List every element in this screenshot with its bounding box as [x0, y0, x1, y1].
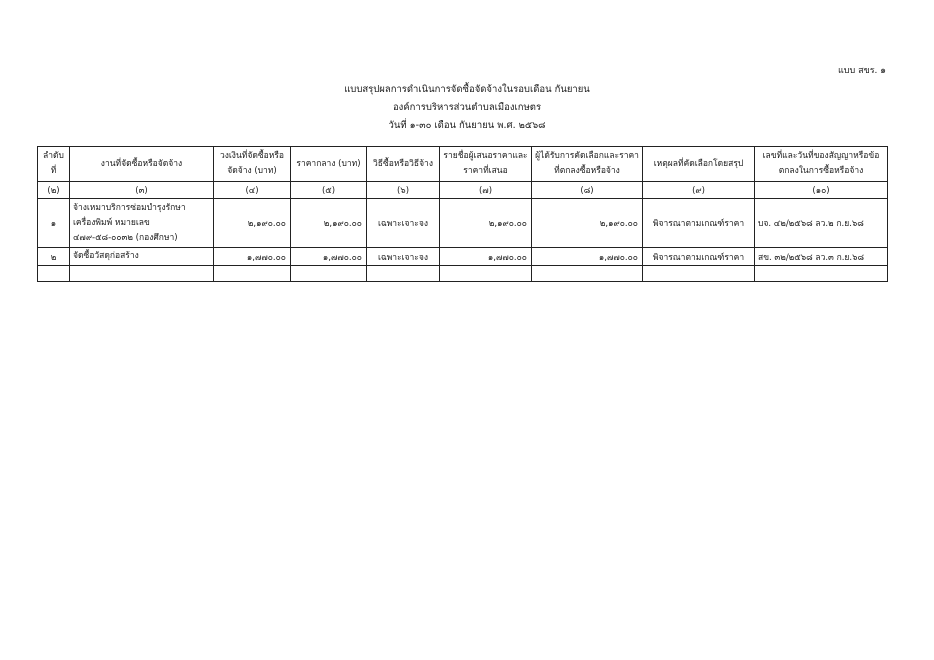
procurement-table: [37, 146, 888, 282]
empty-cell: [440, 266, 532, 282]
column-header: งานที่จัดซื้อหรือจัดจ้าง: [70, 147, 214, 182]
budget-amount: ๑,๗๗๐.๐๐: [214, 248, 291, 266]
item-line: เครื่องพิมพ์ หมายเลข: [73, 217, 150, 228]
empty-row: [38, 266, 888, 282]
item-line: ๔๗๙-๕๘-๐๐๓๒ (กองศึกษา): [73, 232, 178, 243]
document-title: แบบสรุปผลการดำเนินการจัดซื้อจัดจ้างในรอบเดือน กันยายน: [344, 84, 590, 95]
organization-name: องค์การบริหารส่วนตำบลเมืองเกษตร: [392, 102, 542, 113]
column-number: (๔): [214, 182, 291, 199]
column-number: (๗): [440, 182, 532, 199]
column-header: เลขที่และวันที่ของสัญญาหรือข้อตกลงในการซื้อหรือจ้าง: [755, 147, 888, 182]
column-header: ลำดับที่: [38, 147, 70, 182]
form-code: แบบ สขร. ๑: [837, 66, 886, 76]
column-header: ผู้ได้รับการคัดเลือกและราคาที่ตกลงซื้อหรือจ้าง: [532, 147, 643, 182]
column-number: (๕): [291, 182, 367, 199]
column-number-row: [38, 182, 888, 199]
column-header: วงเงินที่จัดซื้อหรือจัดจ้าง (บาท): [214, 147, 291, 182]
contract-reference: สข. ๓๒/๒๕๖๘ ลว.๓ ก.ย.๖๘: [755, 248, 888, 266]
bidder-price: ๑,๗๗๐.๐๐: [440, 248, 532, 266]
procurement-method: เฉพาะเจาะจง: [367, 248, 440, 266]
selected-price: ๒,๑๙๐.๐๐: [532, 199, 643, 248]
row-number: ๑: [38, 199, 70, 248]
median-price: ๒,๑๙๐.๐๐: [291, 199, 367, 248]
column-number: (๓): [70, 182, 214, 199]
selected-price: ๑,๗๗๐.๐๐: [532, 248, 643, 266]
item-description: [70, 199, 214, 248]
selection-reason: พิจารณาตามเกณฑ์ราคา: [643, 199, 755, 248]
empty-cell: [214, 266, 291, 282]
item-line: จัดซื้อวัสดุก่อสร้าง: [73, 251, 139, 261]
column-number: (๙): [643, 182, 755, 199]
median-price: ๑,๗๗๐.๐๐: [291, 248, 367, 266]
table-row: [38, 199, 888, 248]
column-number: (๘): [532, 182, 643, 199]
bidder-price: ๒,๑๙๐.๐๐: [440, 199, 532, 248]
column-header: รายชื่อผู้เสนอราคาและราคาที่เสนอ: [440, 147, 532, 182]
column-number: (๑๐): [755, 182, 888, 199]
selection-reason: พิจารณาตามเกณฑ์ราคา: [643, 248, 755, 266]
procurement-method: เฉพาะเจาะจง: [367, 199, 440, 248]
budget-amount: ๒,๑๙๐.๐๐: [214, 199, 291, 248]
item-description: [70, 248, 214, 266]
item-line: จ้างเหมาบริการซ่อมบำรุงรักษา: [73, 202, 186, 213]
column-header: ราคากลาง (บาท): [291, 147, 367, 182]
date-range: วันที่ ๑-๓๐ เดือน กันยายน พ.ศ. ๒๕๖๘: [388, 120, 546, 131]
empty-cell: [367, 266, 440, 282]
column-header: เหตุผลที่คัดเลือกโดยสรุป: [643, 147, 755, 182]
contract-reference: บจ. ๔๒/๒๕๖๘ ลว.๒ ก.ย.๖๘: [755, 199, 888, 248]
column-number: (๖): [367, 182, 440, 199]
table-row: [38, 248, 888, 266]
empty-cell: [532, 266, 643, 282]
table-header-row: [38, 147, 888, 182]
empty-cell: [755, 266, 888, 282]
empty-cell: [38, 266, 70, 282]
empty-cell: [70, 266, 214, 282]
column-number: (๒): [38, 182, 70, 199]
empty-cell: [291, 266, 367, 282]
column-header: วิธีซื้อหรือวิธีจ้าง: [367, 147, 440, 182]
empty-cell: [643, 266, 755, 282]
row-number: ๒: [38, 248, 70, 266]
